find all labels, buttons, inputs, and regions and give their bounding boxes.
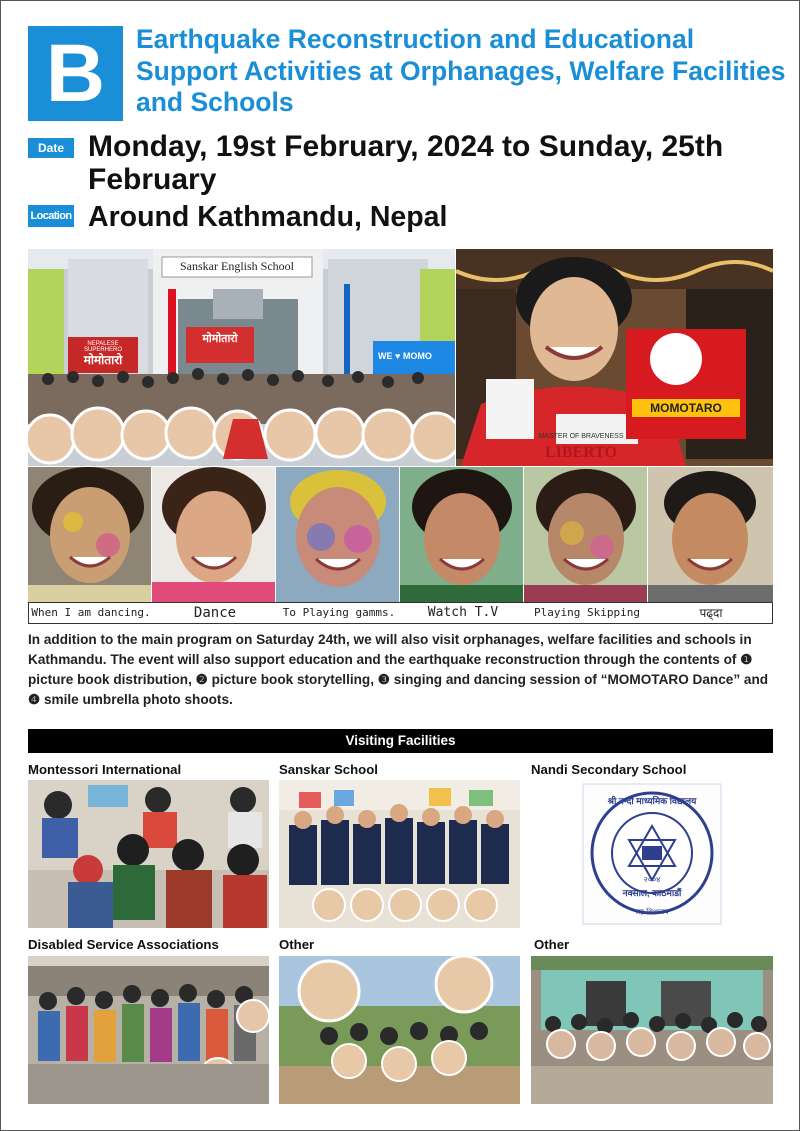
facility-label: Montessori International xyxy=(28,762,182,777)
shirt-text-2: LIBERTO xyxy=(544,444,618,461)
sanskar-photo xyxy=(279,780,520,928)
date-tag: Date xyxy=(28,138,74,158)
captions-row xyxy=(28,602,773,624)
caption-3: To Playing gamms. xyxy=(282,606,396,619)
school-sign-text: Sanskar English School xyxy=(180,259,294,273)
caption-4: Watch T.V xyxy=(427,605,499,620)
facilities-heading: Visiting Facilities xyxy=(28,729,773,753)
child-photo-2 xyxy=(152,467,275,602)
banner-right-text: WE ♥ MOMO xyxy=(378,351,432,361)
section-badge: B xyxy=(28,26,123,121)
book-title-text: MOMOTARO xyxy=(650,401,722,415)
child-photo-6 xyxy=(648,467,773,602)
facility-label: Nandi Secondary School xyxy=(531,762,687,777)
facility-label: Other xyxy=(534,937,570,952)
boy-with-book-photo xyxy=(456,249,773,466)
disabled-service-photo xyxy=(28,956,269,1104)
page-title: Earthquake Reconstruction and Educational Support Activities at Orphanages, Welfare Facilities and Schools xyxy=(136,24,786,117)
other-photo-2 xyxy=(531,956,773,1104)
location-tag: Location xyxy=(28,205,74,227)
facility-label: Sanskar School xyxy=(279,762,378,777)
banner-left-title: मोमोतारो xyxy=(83,353,123,367)
caption-6: पढ्दा xyxy=(699,606,723,620)
nandi-school-logo-box xyxy=(531,780,773,928)
child-photo-5 xyxy=(524,467,647,602)
caption-5: Playing Skipping xyxy=(534,606,640,619)
child-photo-1 xyxy=(28,467,151,602)
date-text: Monday, 19st February, 2024 to Sunday, 25th February xyxy=(88,130,724,196)
school-group-photo xyxy=(28,249,455,466)
banner-center-title: मोमोतारो xyxy=(202,333,238,345)
logo-year: २००४ xyxy=(643,875,661,884)
location-text: Around Kathmandu, Nepal xyxy=(88,201,448,233)
banner-left-text: NEPALESE SUPERHERO xyxy=(83,341,122,353)
logo-bottom-text: नक्साल, काठमाडौं xyxy=(622,888,682,898)
shirt-text-1: MASTER OF BRAVENESS xyxy=(538,433,624,440)
logo-motto: सह-शिक्षालय xyxy=(635,909,669,916)
caption-1: When I am dancing. xyxy=(31,606,151,619)
montessori-photo xyxy=(28,780,269,928)
caption-2: Dance xyxy=(193,605,237,621)
logo-top-text: श्री नन्दी माध्यमिक विद्यालय xyxy=(607,796,697,806)
child-photo-4 xyxy=(400,467,523,602)
description-paragraph: In addition to the main program on Saturday 24th, we will also visit orphanages, welfare facilities and schools in Kathmandu. The event will also support education and the earthquake reconstruction through the contents of ❶ picture book distribution, ❷ picture book storytelling, ❸ singing and dancing session of “MOMOTARO Dance” and ❹ smile umbrella photo shoots. xyxy=(28,632,769,707)
other-photo-1 xyxy=(279,956,520,1104)
facility-label: Other xyxy=(279,937,315,952)
facility-label: Disabled Service Associations xyxy=(28,937,219,952)
child-photo-3 xyxy=(276,467,399,602)
